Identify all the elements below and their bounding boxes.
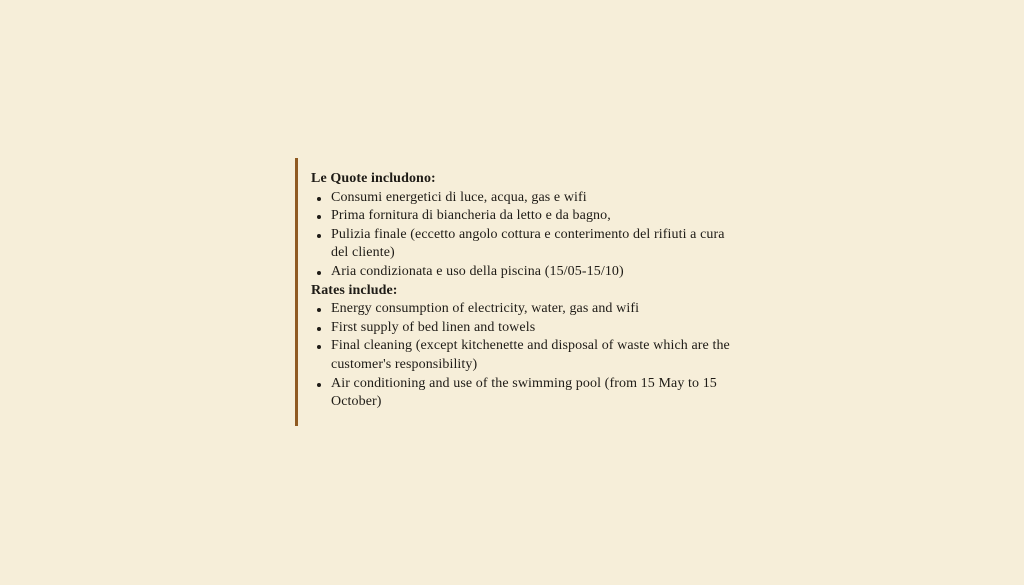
list-item: Air conditioning and use of the swimming pool (from 15 May to 15 October) <box>331 375 745 412</box>
english-heading: Rates include: <box>311 282 398 298</box>
list-item: Final cleaning (except kitchenette and disposal of waste which are the customer's responsibility) <box>331 337 745 374</box>
italian-inclusions-list <box>311 189 745 282</box>
list-item: Energy consumption of electricity, water, gas and wifi <box>331 300 745 319</box>
list-item: First supply of bed linen and towels <box>331 319 745 338</box>
english-inclusions-list <box>311 300 745 412</box>
list-item: Consumi energetici di luce, acqua, gas e wifi <box>331 189 745 208</box>
list-item: Aria condizionata e uso della piscina (15/05-15/10) <box>331 263 745 282</box>
italian-heading: Le Quote includono: <box>311 171 436 186</box>
list-item: Prima fornitura di biancheria da letto e da bagno, <box>331 207 745 226</box>
rates-info-panel <box>295 158 745 426</box>
list-item: Pulizia finale (eccetto angolo cottura e conterimento del rifiuti a cura del cliente) <box>331 226 745 263</box>
